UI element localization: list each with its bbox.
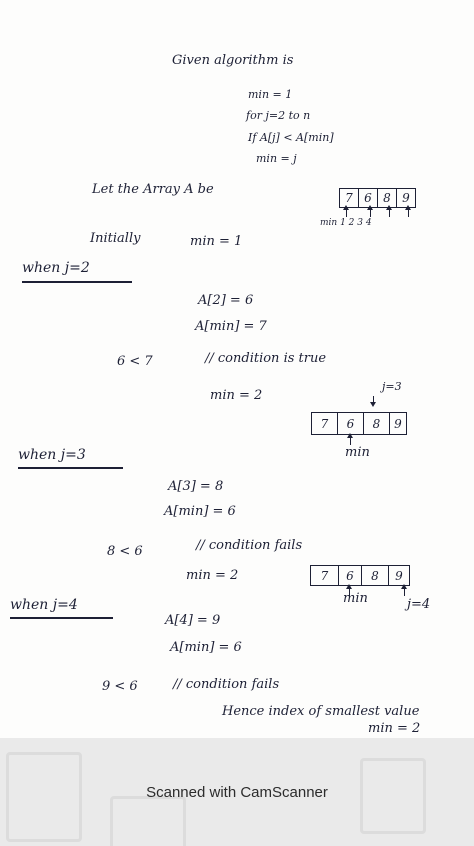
array-cell: 9 xyxy=(402,191,410,205)
comparison-2: 8 < 6 xyxy=(107,544,143,559)
amin-6-a: A[min] = 6 xyxy=(164,504,236,519)
condition-fails-comment-2: // condition fails xyxy=(173,677,280,692)
algorithm-line-2: for j=2 to n xyxy=(246,109,311,122)
array-cell: 6 xyxy=(359,189,378,207)
j4-marker: j=4 xyxy=(407,597,431,612)
heading-underline xyxy=(10,617,113,619)
amin-7: A[min] = 7 xyxy=(195,319,267,334)
hence-text: Hence index of smallest value xyxy=(222,704,420,719)
when-j2-heading: when j=2 xyxy=(22,260,90,276)
min-2-a: min = 2 xyxy=(210,388,263,403)
j3-marker: j=3 xyxy=(382,380,402,393)
min-marker-1: min xyxy=(345,445,370,460)
up-arrow xyxy=(408,208,409,217)
intro-text: Given algorithm is xyxy=(172,53,294,68)
index-labels: min 1 2 3 4 xyxy=(320,218,372,228)
array-cell: 8 xyxy=(362,566,389,585)
array-cell: 9 xyxy=(394,416,402,431)
array-cell: 9 xyxy=(395,568,403,583)
a3-value: A[3] = 8 xyxy=(168,479,224,494)
array-cell: 7 xyxy=(340,189,359,207)
initially-value: min = 1 xyxy=(190,234,243,249)
amin-6-b: A[min] = 6 xyxy=(170,640,242,655)
initially-label: Initially xyxy=(90,231,141,246)
comparison-3: 9 < 6 xyxy=(102,679,138,694)
array-cell: 7 xyxy=(312,413,338,434)
up-arrow xyxy=(350,436,351,445)
condition-fails-comment-1: // condition fails xyxy=(196,538,303,553)
array-cell: 8 xyxy=(378,189,397,207)
a4-value: A[4] = 9 xyxy=(165,613,221,628)
array-cell: 6 xyxy=(339,566,362,585)
algorithm-line-4: min = j xyxy=(256,152,297,165)
when-j4-heading: when j=4 xyxy=(10,597,78,613)
up-arrow xyxy=(346,208,347,217)
min-2-b: min = 2 xyxy=(186,568,239,583)
scanner-footer xyxy=(0,738,474,846)
up-arrow xyxy=(370,208,371,217)
up-arrow xyxy=(404,587,405,596)
algorithm-line-3: If A[j] < A[min] xyxy=(248,131,334,144)
when-j3-heading: when j=3 xyxy=(18,447,86,463)
comparison-1: 6 < 7 xyxy=(117,354,153,369)
watermark-decoration xyxy=(110,796,186,846)
algorithm-line-1: min = 1 xyxy=(248,88,293,101)
array-low xyxy=(310,565,410,586)
heading-underline xyxy=(22,281,132,283)
final-min: min = 2 xyxy=(368,721,421,736)
array-cell: 6 xyxy=(338,413,364,434)
array-mid xyxy=(311,412,407,435)
let-array-text: Let the Array A be xyxy=(92,182,214,197)
array-cell: 8 xyxy=(364,413,390,434)
a2-value: A[2] = 6 xyxy=(198,293,254,308)
min-marker-2: min xyxy=(343,591,368,606)
up-arrow xyxy=(389,208,390,217)
camscanner-watermark: Scanned with CamScanner xyxy=(146,784,328,801)
array-cell: 7 xyxy=(311,566,339,585)
heading-underline xyxy=(18,467,123,469)
condition-true-comment: // condition is true xyxy=(205,351,327,366)
down-arrow xyxy=(373,396,374,404)
